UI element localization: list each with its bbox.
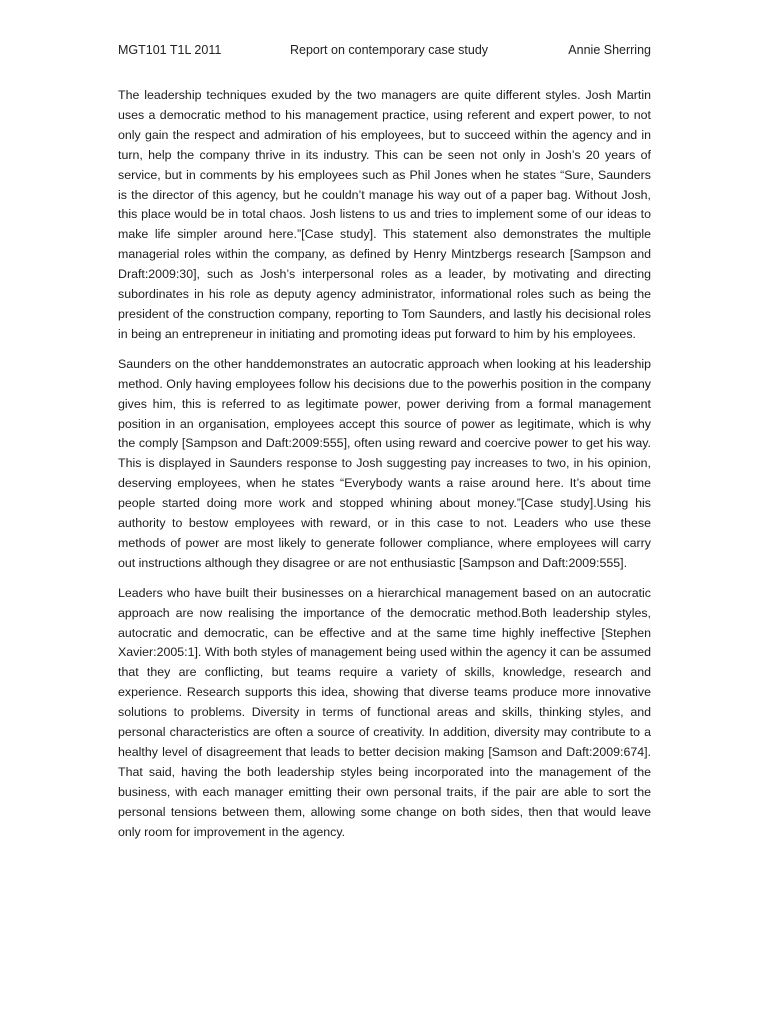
- page-header: [118, 41, 651, 59]
- header-report-title: Report on contemporary case study: [290, 43, 489, 57]
- header-author: Annie Sherring: [568, 43, 651, 57]
- document-body: [118, 86, 651, 853]
- paragraph-3: Leaders who have built their businesses on a hierarchical management based on an autocratic approach are now realising the importance of the democratic method.Both leadership styles, autocratic and democratic, can be effective and at the same time highly ineffective [Stephen Xavier:2005:1]. With both styles of management being used within the agency it can be assumed that they are conflicting, but teams require a variety of skills, knowledge, research and experience. Research supports this idea, showing that diverse teams produce more innovative solutions to problems. Diversity in terms of functional areas and skills, thinking styles, and personal characteristics are often a source of creativity. In addition, diversity may contribute to a healthy level of disagreement that leads to better decision making [Samson and Daft:2009:674]. That said, having the both leadership styles being incorporated into the management of the business, with each manager emitting their own personal traits, if the pair are able to sort the personal tensions between them, allowing some change on both sides, then that would leave only room for improvement in the agency.: [118, 585, 651, 839]
- header-course-code: MGT101 T1L 2011: [118, 43, 222, 57]
- paragraph-1: The leadership techniques exuded by the two managers are quite different styles. Josh Martin uses a democratic method to his management practice, using referent and expert power, to not only gain the respect and admiration of his employees, but to succeed within the agency and in turn, help the company thrive in its industry. This can be seen not only in Josh’s 20 years of service, but in comments by his employees such as Phil Jones when he states “Sure, Saunders is the director of this agency, but he couldn’t manage his way out of a paper bag. Without Josh, this place would be in total chaos. Josh listens to us and tries to implement some of our ideas to make life simpler around here.”[Case study]. This statement also demonstrates the multiple managerial roles within the company, as defined by Henry Mintzbergs research [Sampson and Draft:2009:30], such as Josh’s interpersonal roles as a leader, by motivating and directing subordinates in his role as deputy agency administrator, informational roles such as being the president of the construction company, reporting to Tom Saunders, and lastly his decisional roles in being an entrepreneur in initiating and promoting ideas put forward to him by his employees.: [118, 88, 651, 341]
- paragraph-2: Saunders on the other handdemonstrates an autocratic approach when looking at his leadership method. Only having employees follow his decisions due to the powerhis position in the company gives him, this is referred to as legitimate power, power deriving from a formal management position in an organisation, employees accept this source of power as legitimate, which is why the comply [Sampson and Daft:2009:555], often using reward and coercive power to get his way. This is displayed in Saunders response to Josh suggesting pay increases to two, in his opinion, deserving employees, when he states “Everybody wants a raise around here. It’s about time people started doing more work and stopped whining about money.”[Case study].Using his authority to bestow employees with reward, or in this case to not. Leaders who use these methods of power are most likely to generate follower compliance, where employees will carry out instructions although they disagree or are not enthusiastic [Sampson and Daft:2009:555].: [118, 356, 651, 570]
